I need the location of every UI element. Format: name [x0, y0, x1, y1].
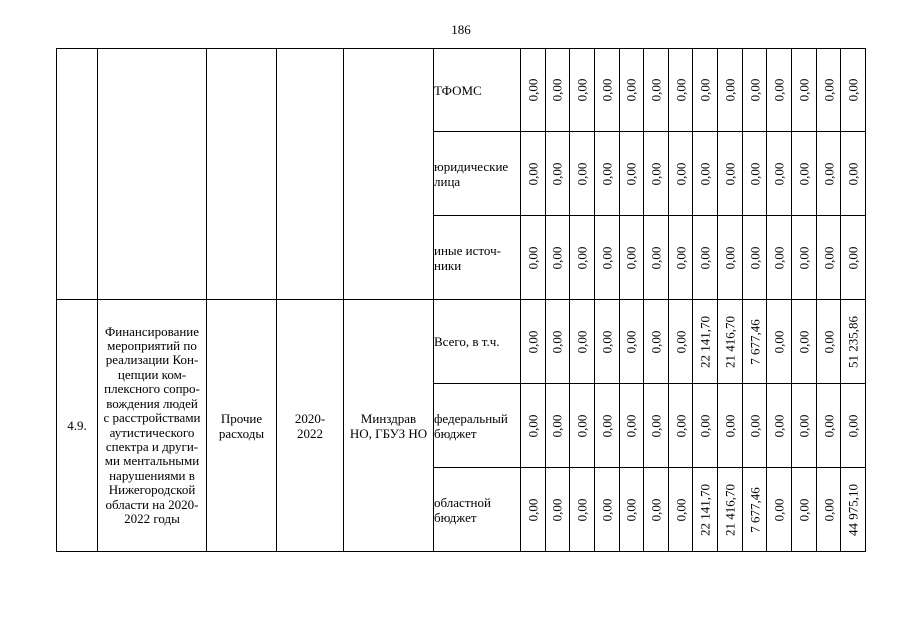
value-cell: [521, 384, 546, 468]
value-text: 0,00: [574, 246, 590, 269]
value-cell: [668, 132, 693, 216]
continued-executor-cell: [344, 49, 434, 300]
value-cell: [742, 300, 767, 384]
funding-source-label: иные источ- ники: [434, 216, 521, 300]
value-text: 0,00: [525, 414, 541, 437]
value-cell: [693, 384, 718, 468]
value-text: 0,00: [648, 78, 664, 102]
value-text: 0,00: [796, 246, 812, 269]
value-text: 0,00: [747, 78, 763, 102]
value-text: 0,00: [648, 414, 664, 437]
value-cell: [742, 384, 767, 468]
value-text: 0,00: [697, 78, 713, 102]
value-text: 44 975,10: [845, 483, 861, 536]
value-cell: [742, 132, 767, 216]
value-text: 0,00: [648, 162, 664, 185]
value-cell: [644, 468, 669, 552]
value-text: 0,00: [821, 162, 836, 185]
value-text: 0,00: [771, 78, 787, 102]
value-text: 0,00: [623, 498, 639, 521]
value-text: 0,00: [549, 78, 565, 102]
value-text: 0,00: [574, 162, 590, 185]
value-cell: [718, 384, 743, 468]
continued-number-cell: [57, 49, 98, 300]
value-text: 22 141,70: [697, 315, 713, 368]
value-cell: [767, 49, 792, 132]
value-cell: [521, 468, 546, 552]
value-text: 0,00: [574, 414, 590, 437]
value-text: 7 677,46: [747, 486, 763, 533]
value-cell: [668, 216, 693, 300]
value-text: 0,00: [821, 330, 836, 353]
value-cell: [742, 468, 767, 552]
value-cell: [767, 468, 792, 552]
value-cell: [594, 132, 619, 216]
value-text: 0,00: [599, 498, 615, 521]
value-cell: [545, 49, 570, 132]
value-text: 0,00: [796, 162, 812, 185]
value-text: 0,00: [821, 498, 836, 521]
value-cell: [767, 132, 792, 216]
value-text: 0,00: [821, 414, 836, 437]
value-cell: [841, 300, 866, 384]
continued-period-cell: [277, 49, 344, 300]
value-text: 0,00: [697, 246, 713, 269]
value-cell: [594, 49, 619, 132]
financing-table: [56, 48, 866, 552]
value-text: 0,00: [673, 78, 689, 102]
value-cell: [619, 216, 644, 300]
value-text: 0,00: [722, 246, 738, 269]
value-text: 0,00: [549, 414, 565, 437]
value-cell: [644, 49, 669, 132]
value-cell: [619, 132, 644, 216]
value-text: 0,00: [845, 162, 861, 185]
value-text: 0,00: [845, 78, 861, 102]
value-cell: [816, 216, 841, 300]
value-text: 0,00: [549, 498, 565, 521]
value-cell: [693, 49, 718, 132]
value-text: 0,00: [648, 246, 664, 269]
value-cell: [841, 216, 866, 300]
table-row: [57, 49, 866, 132]
value-text: 0,00: [549, 246, 565, 269]
value-cell: [816, 300, 841, 384]
value-text: 0,00: [771, 498, 787, 521]
value-cell: [792, 216, 817, 300]
value-text: 0,00: [673, 414, 689, 437]
value-cell: [792, 49, 817, 132]
value-text: 0,00: [796, 414, 812, 437]
item-period: 2020- 2022: [277, 300, 344, 552]
value-cell: [521, 300, 546, 384]
value-cell: [644, 132, 669, 216]
value-cell: [668, 468, 693, 552]
value-text: 0,00: [845, 246, 861, 269]
funding-source-label: федеральный бюджет: [434, 384, 521, 468]
value-text: 0,00: [623, 78, 639, 102]
value-text: 0,00: [796, 498, 812, 521]
value-cell: [792, 384, 817, 468]
value-cell: [792, 300, 817, 384]
value-text: 21 416,70: [722, 315, 738, 368]
funding-source-label: Всего, в т.ч.: [434, 300, 521, 384]
value-text: 0,00: [722, 162, 738, 185]
value-cell: [521, 132, 546, 216]
value-cell: [570, 216, 595, 300]
value-text: 0,00: [697, 162, 713, 185]
continued-name-cell: [98, 49, 207, 300]
value-cell: [792, 468, 817, 552]
value-cell: [718, 468, 743, 552]
value-cell: [594, 384, 619, 468]
value-cell: [816, 468, 841, 552]
value-cell: [668, 300, 693, 384]
item-executor: Минздрав НО, ГБУЗ НО: [344, 300, 434, 552]
value-cell: [619, 468, 644, 552]
value-cell: [619, 300, 644, 384]
value-text: 0,00: [525, 330, 541, 353]
item-number: 4.9.: [57, 300, 98, 552]
value-cell: [619, 49, 644, 132]
value-cell: [545, 384, 570, 468]
value-text: 0,00: [796, 330, 812, 353]
value-text: 0,00: [525, 246, 541, 269]
value-text: 0,00: [574, 78, 590, 102]
value-text: 0,00: [549, 162, 565, 185]
value-cell: [644, 384, 669, 468]
value-text: 22 141,70: [697, 483, 713, 536]
value-cell: [742, 216, 767, 300]
value-text: 0,00: [796, 78, 812, 102]
value-text: 0,00: [623, 162, 639, 185]
value-text: 0,00: [673, 330, 689, 353]
value-cell: [718, 132, 743, 216]
funding-source-label: областной бюджет: [434, 468, 521, 552]
value-cell: [570, 468, 595, 552]
value-text: 51 235,86: [845, 315, 861, 368]
value-cell: [718, 300, 743, 384]
value-cell: [841, 384, 866, 468]
value-text: 0,00: [648, 330, 664, 353]
value-text: 0,00: [771, 414, 787, 437]
value-text: 0,00: [771, 162, 787, 185]
value-text: 0,00: [599, 330, 615, 353]
table-row: [57, 300, 866, 384]
value-text: 0,00: [673, 498, 689, 521]
value-cell: [718, 216, 743, 300]
value-cell: [767, 384, 792, 468]
value-cell: [594, 216, 619, 300]
value-text: 0,00: [525, 162, 541, 185]
value-text: 0,00: [623, 246, 639, 269]
value-cell: [841, 49, 866, 132]
value-cell: [570, 132, 595, 216]
value-cell: [521, 49, 546, 132]
value-cell: [545, 132, 570, 216]
value-text: 0,00: [599, 78, 615, 102]
value-text: 0,00: [673, 162, 689, 185]
value-cell: [841, 468, 866, 552]
value-cell: [644, 300, 669, 384]
funding-source-label: ТФОМС: [434, 49, 521, 132]
value-cell: [570, 384, 595, 468]
value-cell: [742, 49, 767, 132]
value-cell: [570, 300, 595, 384]
value-text: 0,00: [599, 414, 615, 437]
value-text: 0,00: [525, 498, 541, 521]
value-cell: [594, 468, 619, 552]
value-text: 0,00: [845, 414, 861, 437]
value-cell: [545, 216, 570, 300]
value-text: 0,00: [821, 246, 836, 269]
value-cell: [545, 300, 570, 384]
value-cell: [816, 49, 841, 132]
value-cell: [521, 216, 546, 300]
value-cell: [718, 49, 743, 132]
value-text: 0,00: [525, 78, 541, 102]
value-text: 0,00: [599, 162, 615, 185]
value-cell: [693, 468, 718, 552]
value-cell: [792, 132, 817, 216]
value-cell: [816, 132, 841, 216]
funding-source-label: юридические лица: [434, 132, 521, 216]
value-text: 0,00: [722, 414, 738, 437]
item-expense-type: Прочие расходы: [207, 300, 277, 552]
value-text: 0,00: [623, 414, 639, 437]
value-cell: [644, 216, 669, 300]
value-text: 0,00: [599, 246, 615, 269]
value-cell: [668, 384, 693, 468]
value-text: 0,00: [697, 414, 713, 437]
value-text: 0,00: [771, 330, 787, 353]
value-cell: [816, 384, 841, 468]
value-cell: [693, 132, 718, 216]
value-text: 0,00: [747, 162, 763, 185]
value-text: 0,00: [722, 78, 738, 102]
value-cell: [841, 132, 866, 216]
value-text: 0,00: [574, 330, 590, 353]
value-text: 0,00: [574, 498, 590, 521]
value-cell: [668, 49, 693, 132]
value-text: 7 677,46: [747, 318, 763, 365]
item-name: Финансирование мероприятий по реализации Кон- цепции ком- плексного сопро- вождения людей с расстройствами аутистического спектра и други- ми ментальными нарушениями в Нижегородской области на 2020- 2022 годы: [98, 300, 207, 552]
value-cell: [545, 468, 570, 552]
value-text: 0,00: [747, 246, 763, 269]
value-text: 0,00: [747, 414, 763, 437]
value-cell: [619, 384, 644, 468]
value-cell: [767, 300, 792, 384]
page-number: 186: [451, 22, 471, 37]
continued-expense-type-cell: [207, 49, 277, 300]
value-cell: [594, 300, 619, 384]
value-cell: [570, 49, 595, 132]
value-text: 0,00: [549, 330, 565, 353]
value-text: 21 416,70: [722, 483, 738, 536]
value-cell: [767, 216, 792, 300]
value-text: 0,00: [648, 498, 664, 521]
value-cell: [693, 300, 718, 384]
value-cell: [693, 216, 718, 300]
value-text: 0,00: [623, 330, 639, 353]
value-text: 0,00: [821, 78, 836, 102]
value-text: 0,00: [771, 246, 787, 269]
value-text: 0,00: [673, 246, 689, 269]
